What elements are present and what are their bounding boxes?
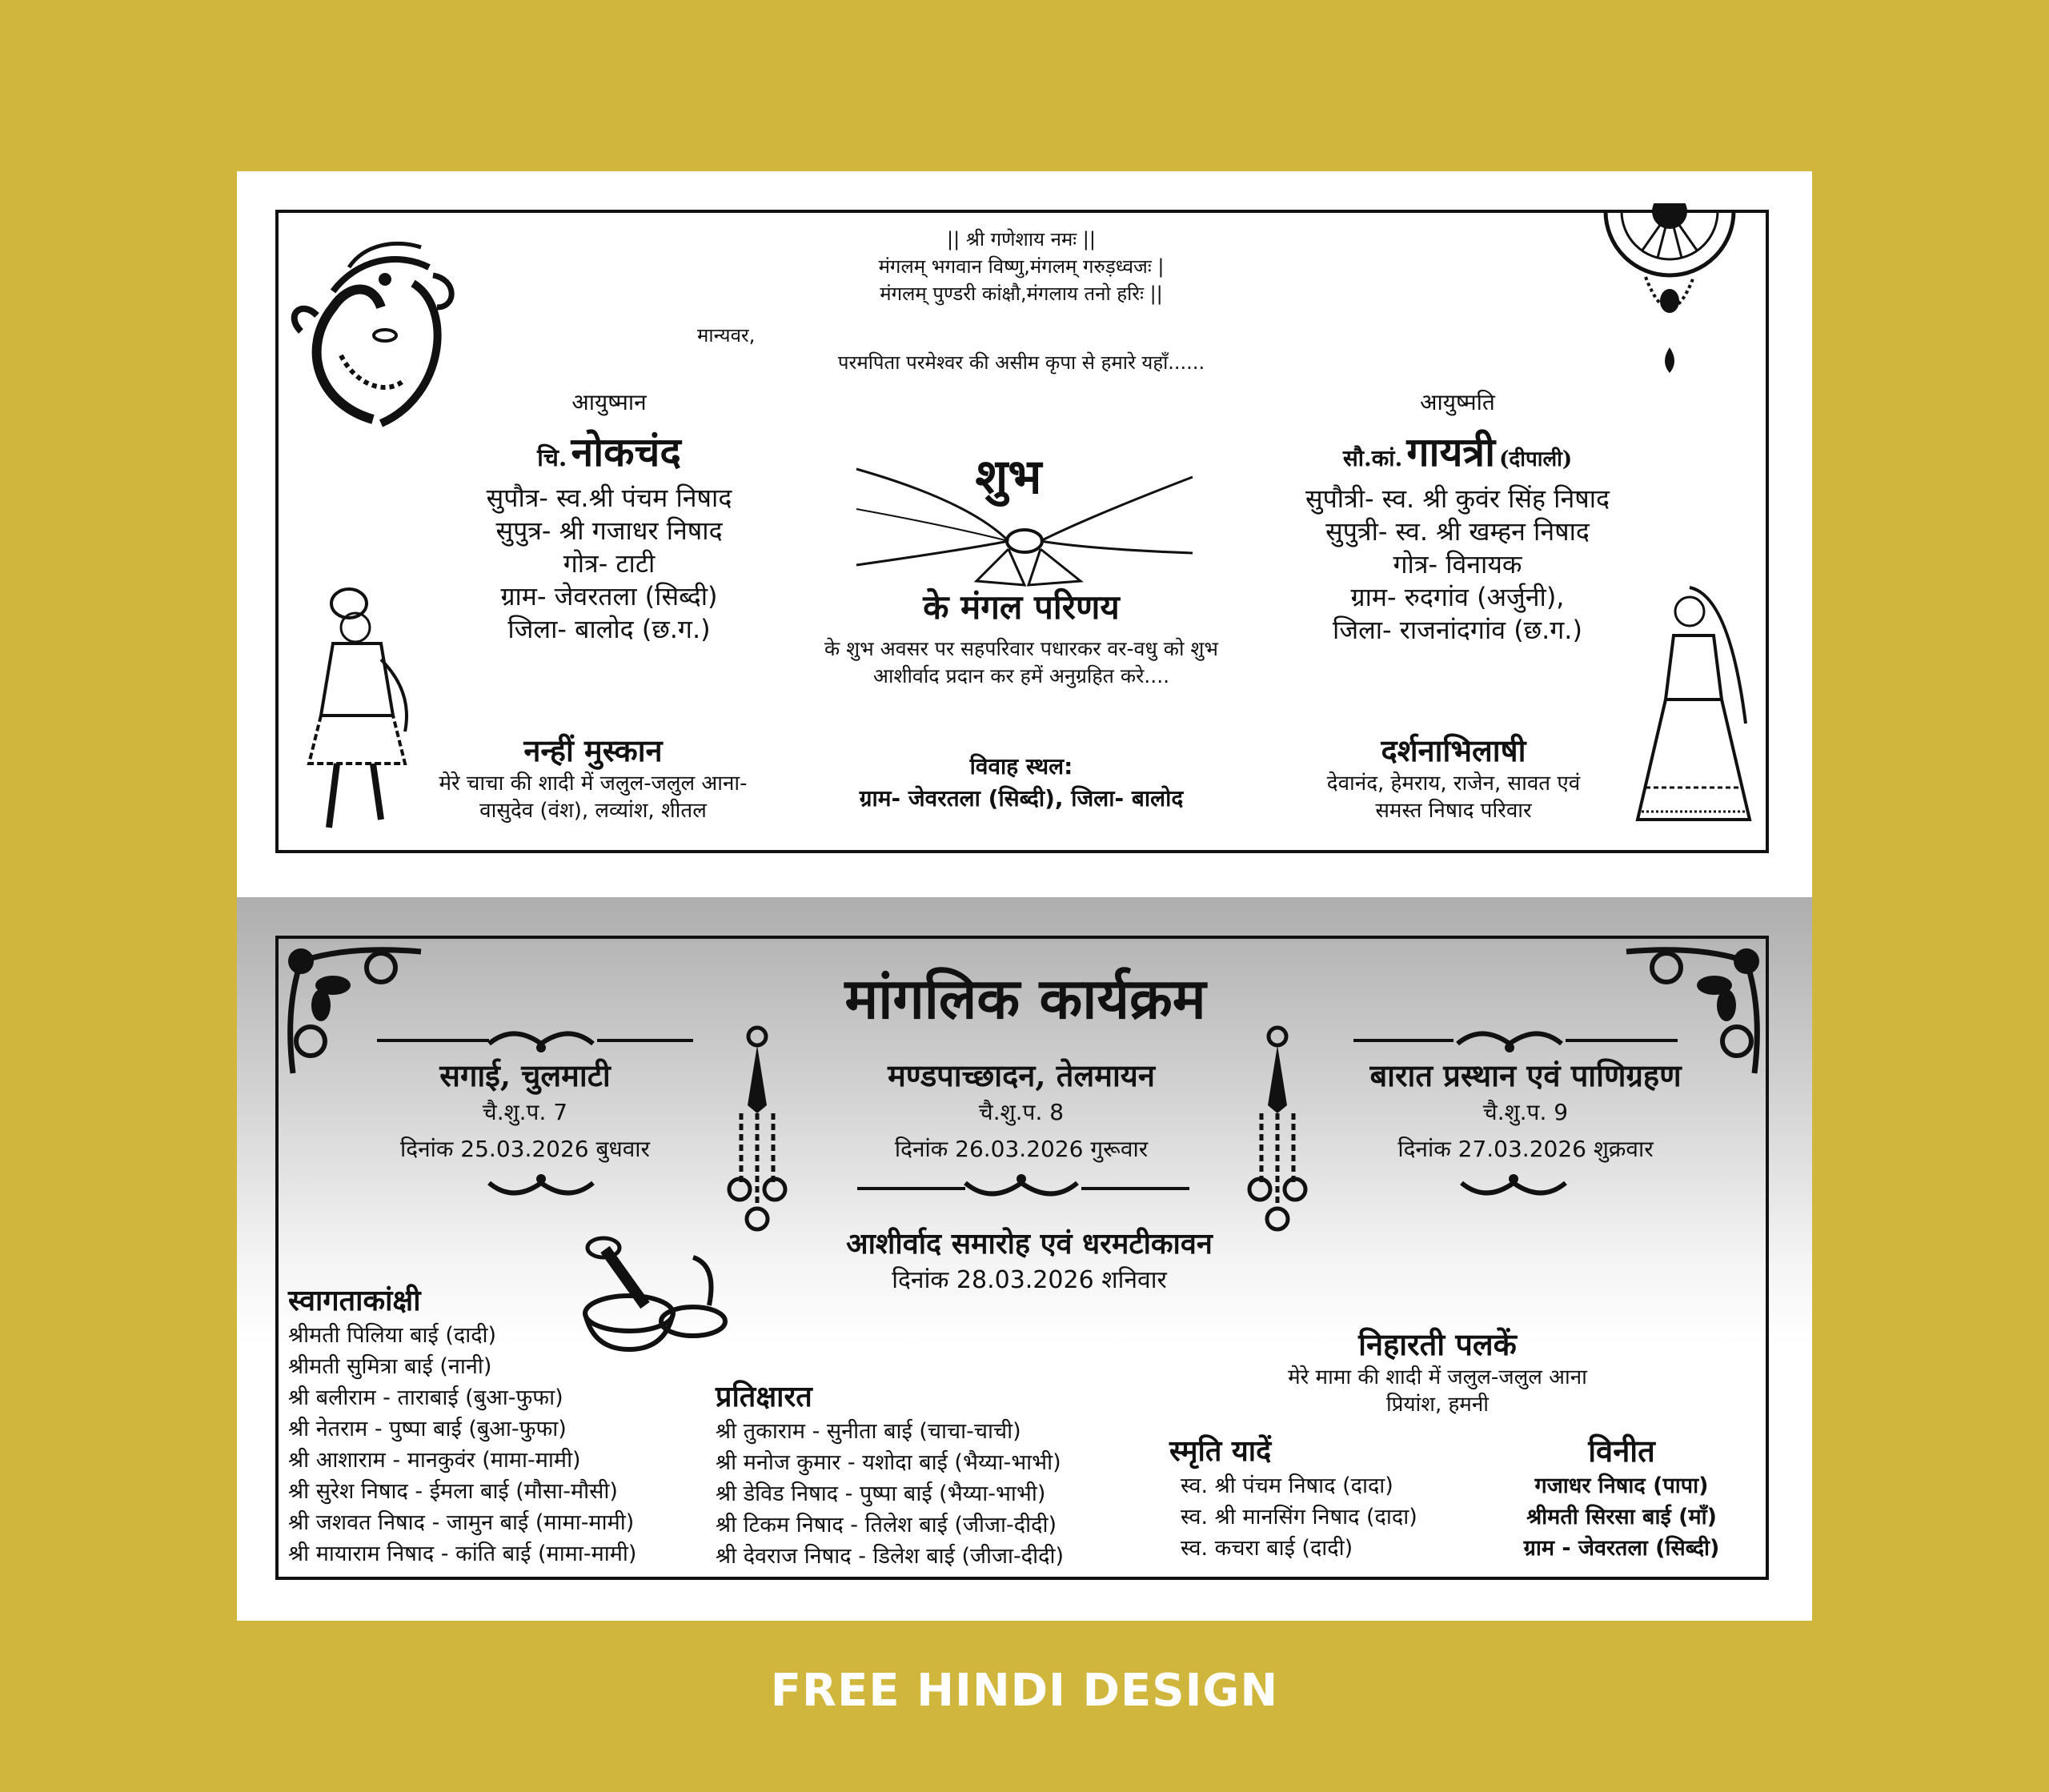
- bride-block: [1269, 386, 1646, 647]
- awaiting-item: श्री देवराज निषाद - डिलेश बाई (जीजा-दीदी): [716, 1544, 1064, 1569]
- emblem-text: शुभ: [975, 449, 1042, 505]
- scroll-divider-icon: [857, 1187, 965, 1190]
- welcomer-item: श्री नेतराम - पुष्पा बाई (बुआ-फुफा): [288, 1417, 567, 1441]
- awaiting-heading: प्रतिक्षारत: [716, 1380, 812, 1413]
- reception-date: दिनांक 28.03.2026 शनिवार: [892, 1266, 1167, 1294]
- memories-block: [1169, 1432, 1474, 1564]
- groom-detail: जिला- बालोद (छ.ग.): [507, 614, 711, 644]
- wedding-knot-icon: [848, 421, 1201, 589]
- event-date: दिनांक 27.03.2026 शुक्रवार: [1397, 1136, 1654, 1162]
- groom-prefix: चि.: [537, 444, 567, 472]
- event-card: [837, 1057, 1205, 1168]
- reception-name: आशीर्वाद समारोह एवं धरमटीकावन: [846, 1227, 1213, 1261]
- groom-detail: गोत्र- टाटी: [563, 548, 656, 579]
- scroll-divider-icon: [377, 1039, 489, 1042]
- scroll-divider-icon: [597, 1039, 693, 1042]
- venue-address: ग्राम- जेवरतला (सिब्दी), जिला- बालोद: [859, 785, 1184, 812]
- invitation-card-back: [237, 897, 1812, 1621]
- eager-eyes-line: प्रियांश, हमनी: [1385, 1393, 1490, 1417]
- scroll-divider-icon: [1353, 1039, 1454, 1042]
- event-card: [357, 1057, 693, 1168]
- humble-item: श्रीमती सिरसा बाई (माँ): [1526, 1505, 1717, 1529]
- welcomers-heading: स्वागताकांक्षी: [288, 1284, 421, 1317]
- event-date: दिनांक 25.03.2026 बुधवार: [399, 1136, 650, 1162]
- bride-detail: गोत्र- विनायक: [1393, 549, 1522, 579]
- intro-line: परमपिता परमेश्वर की असीम कृपा से हमारे यहाँ......: [837, 351, 1205, 374]
- well-wishers-line: देवानंद, हेमराय, राजेन, सावत एवं: [1326, 772, 1581, 796]
- event-tithi: चै.शु.प. 7: [482, 1099, 568, 1125]
- memories-heading: स्मृति यादें: [1169, 1434, 1272, 1468]
- event-name: मण्डपाच्छादन, तेलमायन: [888, 1057, 1155, 1093]
- event-name: बारात प्रस्थान एवं पाणिग्रहण: [1369, 1057, 1682, 1093]
- scroll-divider-icon: [485, 1171, 597, 1203]
- event-card: [1333, 1057, 1718, 1168]
- bride-name: गायत्री: [1406, 428, 1496, 475]
- groom-title: आयुष्मान: [571, 389, 647, 415]
- venue-label: विवाह स्थल:: [969, 753, 1073, 780]
- little-smiles-heading: नन्हीं मुस्कान: [523, 732, 663, 768]
- salutation: मान्यवर,: [697, 324, 756, 347]
- humble-block: [1494, 1432, 1750, 1564]
- footer-label: FREE HINDI DESIGN: [770, 1665, 1279, 1717]
- mandala-pendant-icon: [1598, 203, 1742, 379]
- welcomer-item: श्री जशवत निषाद - जामुन बाई (मामा-मामी): [288, 1510, 635, 1535]
- event-date: दिनांक 26.03.2026 गुरूवार: [894, 1136, 1149, 1162]
- groom-name: नोकचंद: [571, 428, 681, 475]
- bride-figure-icon: [1634, 579, 1762, 844]
- welcomer-item: श्री मायाराम निषाद - कांति बाई (मामा-मामी): [288, 1541, 637, 1566]
- groom-detail: सुपौत्र- स्व.श्री पंचम निषाद: [486, 483, 732, 513]
- welcomer-item: श्रीमती पिलिया बाई (दादी): [288, 1323, 497, 1348]
- welcomers-block: [288, 1281, 656, 1570]
- bride-detail: सुपौत्री- स्व. श्री कुवंर सिंह निषाद: [1305, 483, 1610, 514]
- awaiting-item: श्री टिकम निषाद - तिलेश बाई (जीजा-दीदी): [716, 1513, 1057, 1537]
- bride-detail: ग्राम- रुदगांव (अर्जुनी),: [1350, 582, 1565, 612]
- invite-line-2: आशीर्वाद प्रदान कर हमें अनुग्रहित करे....: [872, 664, 1170, 688]
- jhumka-earring-icon: [1245, 1025, 1309, 1233]
- well-wishers-heading: दर्शनाभिलाषी: [1381, 732, 1526, 768]
- humble-heading: विनीत: [1588, 1433, 1655, 1469]
- scroll-divider-icon: [1454, 1024, 1566, 1056]
- scroll-divider-icon: [1081, 1187, 1189, 1190]
- memory-item: स्व. श्री मानसिंग निषाद (दादा): [1181, 1505, 1417, 1529]
- awaiting-item: श्री मनोज कुमार - यशोदा बाई (भैय्या-भाभी): [716, 1450, 1061, 1475]
- little-smiles-line: मेरे चाचा की शादी में जलुल-जलुल आना-: [439, 772, 748, 796]
- bride-alias: (दीपाली): [1499, 447, 1573, 471]
- awaiting-item: श्री तुकाराम - सुनीता बाई (चाचा-चाची): [716, 1419, 1021, 1444]
- bride-prefix: सौ.कां.: [1342, 445, 1403, 471]
- well-wishers-line: समस्त निषाद परिवार: [1375, 799, 1532, 823]
- humble-item: ग्राम - जेवरतला (सिब्दी): [1523, 1536, 1720, 1561]
- invocation-line-2: मंगलम् भगवान विष्णु,मंगलम् गरुड़ध्वजः |: [878, 255, 1165, 278]
- marriage-heading: के मंगल परिणय: [923, 587, 1120, 627]
- memory-item: स्व. कचरा बाई (दादी): [1181, 1536, 1353, 1561]
- invite-line-1: के शुभ अवसर पर सहपरिवार पधारकर वर-वधु को शुभ: [824, 637, 1218, 660]
- eager-eyes-heading: निहारती पलकें: [1358, 1326, 1517, 1362]
- awaiting-block: [716, 1377, 1132, 1572]
- jhumka-earring-icon: [725, 1025, 789, 1233]
- groom-detail: सुपुत्र- श्री गजाधर निषाद: [495, 515, 723, 546]
- scroll-divider-icon: [961, 1171, 1081, 1206]
- welcomer-item: श्री आशाराम - मानकुवंर (मामा-मामी): [288, 1448, 581, 1473]
- well-wishers-block: [1277, 732, 1630, 824]
- groom-block: [421, 386, 797, 646]
- invitation-card-front: [237, 171, 1812, 897]
- eager-eyes-line: मेरे मामा की शादी में जलुल-जलुल आना: [1288, 1365, 1587, 1389]
- scroll-divider-icon: [1566, 1039, 1678, 1042]
- program-title: मांगलिक कार्यक्रम: [844, 965, 1206, 1032]
- scroll-divider-icon: [485, 1024, 597, 1056]
- humble-item: गजाधर निषाद (पापा): [1534, 1473, 1709, 1498]
- bride-title: आयुष्मति: [1420, 389, 1495, 415]
- event-tithi: चै.शु.प. 8: [978, 1099, 1065, 1125]
- welcomer-item: श्री बलीराम - ताराबाई (बुआ-फुफा): [288, 1385, 563, 1410]
- scroll-divider-icon: [1458, 1171, 1570, 1203]
- bride-detail: सुपुत्री- स्व. श्री खम्हन निषाद: [1325, 516, 1590, 547]
- bride-detail: जिला- राजनांदगांव (छ.ग.): [1333, 615, 1582, 645]
- memory-item: स्व. श्री पंचम निषाद (दादा): [1181, 1473, 1393, 1498]
- awaiting-item: श्री डेविड निषाद - पुष्पा बाई (भैय्या-भाभी): [716, 1481, 1046, 1506]
- event-name: सगाई, चुलमाटी: [439, 1057, 611, 1093]
- reception-event: [765, 1225, 1293, 1299]
- little-smiles-block: [401, 732, 785, 824]
- welcomer-item: श्रीमती सुमित्रा बाई (नानी): [288, 1354, 492, 1379]
- eager-eyes-block: [1237, 1325, 1638, 1418]
- invocation-line-3: मंगलम् पुण्डरी कांक्षौ,मंगलाय तनो हरिः ||: [880, 283, 1163, 305]
- welcomer-item: श्री सुरेश निषाद - ईमला बाई (मौसा-मौसी): [288, 1479, 618, 1504]
- event-tithi: चै.शु.प. 9: [1482, 1099, 1569, 1125]
- little-smiles-line: वासुदेव (वंश), लव्यांश, शीतल: [479, 799, 707, 823]
- groom-detail: ग्राम- जेवरतला (सिब्दी): [500, 581, 718, 611]
- invocation-line-1: || श्री गणेशाय नमः ||: [947, 228, 1096, 251]
